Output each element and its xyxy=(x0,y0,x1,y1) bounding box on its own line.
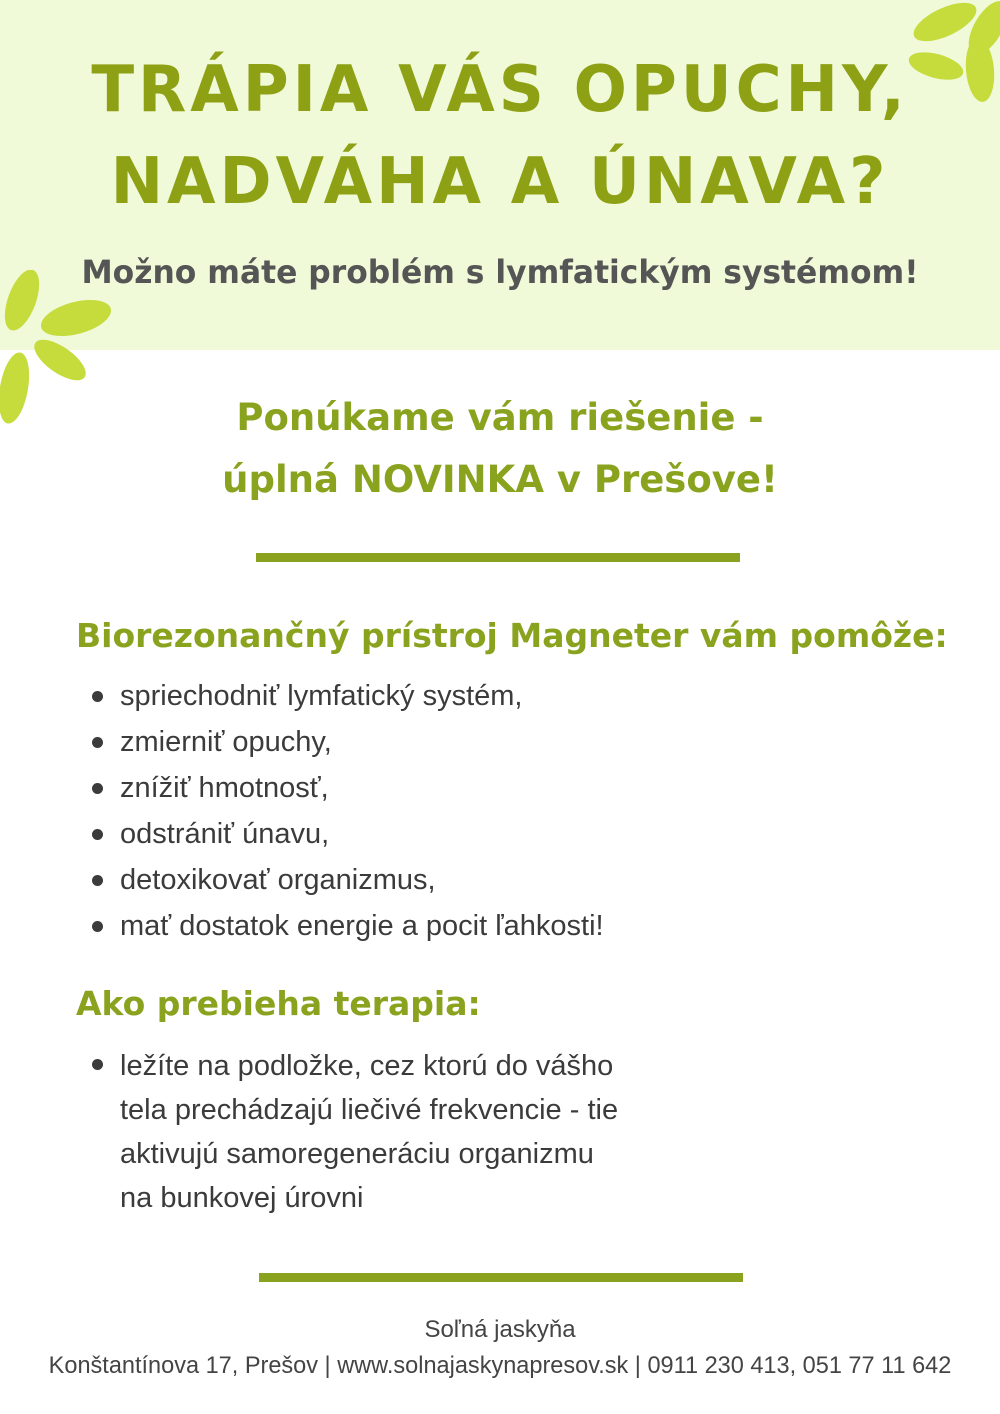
list-item-text: detoxikovať organizmus, xyxy=(120,864,436,896)
therapy-list xyxy=(90,1044,650,1220)
list-item xyxy=(90,860,604,906)
benefits-list xyxy=(90,676,604,952)
bullet-icon xyxy=(92,829,103,840)
list-item xyxy=(90,768,604,814)
therapy-text-line: ležíte na podložke, cez ktorú do vášho xyxy=(120,1050,614,1082)
bullet-icon xyxy=(92,921,103,932)
therapy-text-line: aktivujú samoregeneráciu organizmu xyxy=(120,1138,594,1170)
list-item xyxy=(90,906,604,952)
list-item xyxy=(90,814,604,860)
list-item-text: zmierniť opuchy, xyxy=(120,726,332,758)
leaf-shape xyxy=(37,293,115,343)
subtitle: Možno máte problém s lymfatickým systémom! xyxy=(81,253,919,291)
leaf-shape xyxy=(28,332,92,388)
list-item-text: odstrániť únavu, xyxy=(120,818,330,850)
divider-bottom xyxy=(259,1273,743,1282)
bullet-icon xyxy=(92,737,103,748)
headline-line-1: TRÁPIA VÁS OPUCHY, xyxy=(91,53,909,127)
therapy-text-line: tela prechádzajú liečivé frekvencie - tie xyxy=(120,1094,619,1126)
divider-top xyxy=(256,553,740,562)
bullet-icon xyxy=(92,1059,103,1070)
bullet-icon xyxy=(92,875,103,886)
benefits-heading: Biorezonančný prístroj Magneter vám pomôže: xyxy=(76,616,948,655)
bullet-icon xyxy=(92,783,103,794)
therapy-heading: Ako prebieha terapia: xyxy=(76,984,481,1023)
list-item-text: mať dostatok energie a pocit ľahkosti! xyxy=(120,910,604,942)
footer-contact-line: Konštantínova 17, Prešov | www.solnajaskynapresov.sk | 0911 230 413, 051 77 11 642 xyxy=(48,1352,952,1379)
bullet-icon xyxy=(92,691,103,702)
list-item xyxy=(90,676,604,722)
list-item xyxy=(90,1044,650,1220)
offer-line-1: Ponúkame vám riešenie - xyxy=(236,396,764,439)
list-item xyxy=(90,722,604,768)
list-item-text: znížiť hmotnosť, xyxy=(120,772,329,804)
offer-line-2: úplná NOVINKA v Prešove! xyxy=(222,458,778,501)
list-item-text: spriechodniť lymfatický systém, xyxy=(120,680,523,712)
footer-business-name: Soľná jaskyňa xyxy=(424,1316,576,1343)
therapy-text-line: na bunkovej úrovni xyxy=(120,1182,364,1214)
headline-line-2: NADVÁHA A ÚNAVA? xyxy=(110,145,890,219)
